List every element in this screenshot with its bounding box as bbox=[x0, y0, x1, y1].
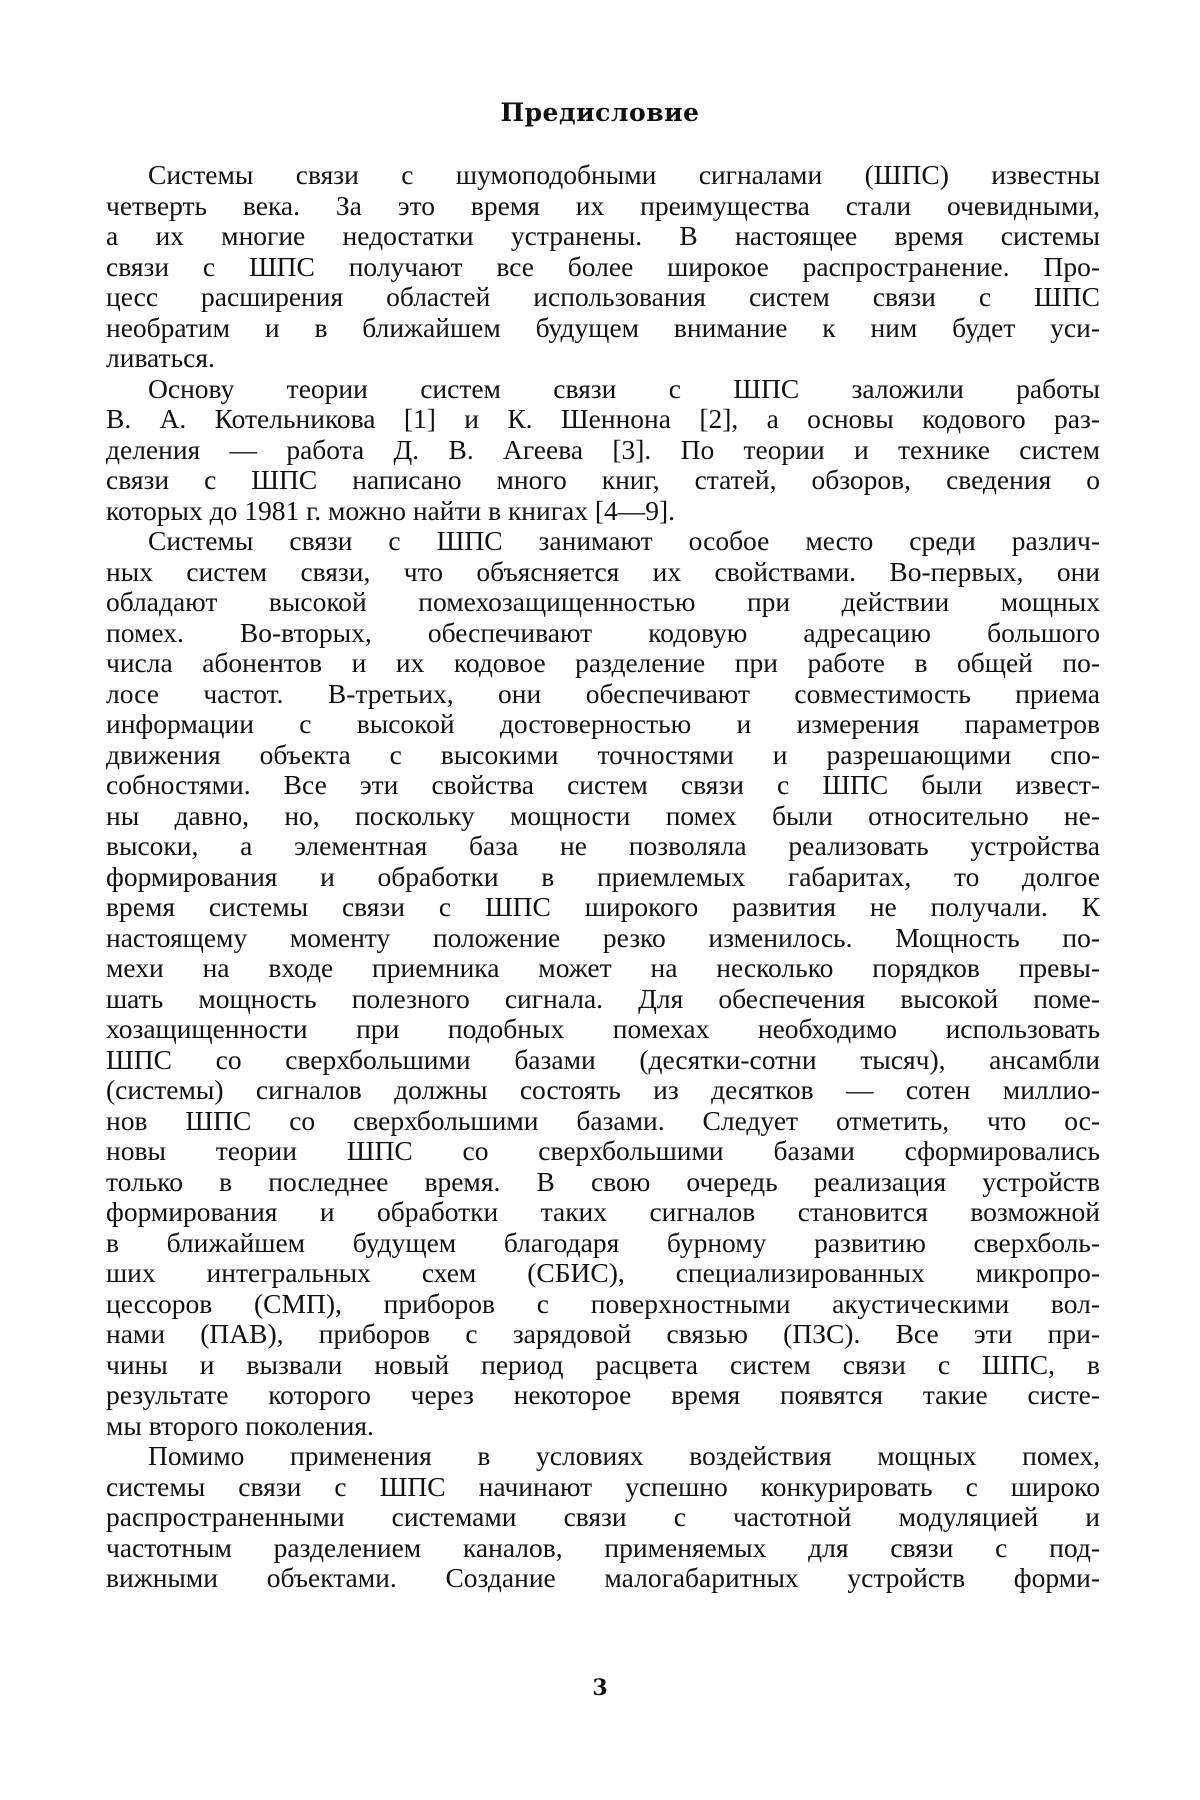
text-line: мехи на входе приемника может на несколько порядков превы- bbox=[106, 953, 1100, 984]
text-line: (системы) сигналов должны состоять из десятков — сотен миллио- bbox=[106, 1075, 1100, 1106]
text-line: новы теории ШПС со сверхбольшими базами сформировались bbox=[106, 1136, 1100, 1167]
text-line: чины и вызвали новый период расцвета систем связи с ШПС, в bbox=[106, 1350, 1100, 1381]
text-line: настоящему моменту положение резко изменилось. Мощность по- bbox=[106, 923, 1100, 954]
text-line: ны давно, но, поскольку мощности помех были относительно не- bbox=[106, 801, 1100, 832]
page-title: Предисловие bbox=[0, 98, 1200, 127]
text-line: цессоров (СМП), приборов с поверхностными акустическими вол- bbox=[106, 1289, 1100, 1320]
text-line: цесс расширения областей использования систем связи с ШПС bbox=[106, 282, 1100, 313]
text-line: хозащищенности при подобных помехах необходимо использовать bbox=[106, 1014, 1100, 1045]
text-line: которых до 1981 г. можно найти в книгах [4—9]. bbox=[106, 496, 1100, 527]
text-line: В. А. Котельникова [1] и К. Шеннона [2], а основы кодового раз- bbox=[106, 404, 1100, 435]
text-line: время системы связи с ШПС широкого развития не получали. К bbox=[106, 892, 1100, 923]
text-line: собностями. Все эти свойства систем связи с ШПС были извест- bbox=[106, 770, 1100, 801]
text-line: числа абонентов и их кодовое разделение при работе в общей по- bbox=[106, 648, 1100, 679]
text-line: Системы связи с шумоподобными сигналами (ШПС) известны bbox=[106, 160, 1100, 191]
text-line: нов ШПС со сверхбольшими базами. Следует отметить, что ос- bbox=[106, 1106, 1100, 1137]
text-line: частотным разделением каналов, применяемых для связи с под- bbox=[106, 1533, 1100, 1564]
text-line: обладают высокой помехозащищенностью при действии мощных bbox=[106, 587, 1100, 618]
text-line: ных систем связи, что объясняется их свойствами. Во-первых, они bbox=[106, 557, 1100, 588]
text-line: а их многие недостатки устранены. В настоящее время системы bbox=[106, 221, 1100, 252]
text-line: ливаться. bbox=[106, 343, 1100, 374]
text-line: мы второго поколения. bbox=[106, 1411, 1100, 1442]
text-line: формирования и обработки в приемлемых габаритах, то долгое bbox=[106, 862, 1100, 893]
page-number: 3 bbox=[0, 1675, 1200, 1701]
text-line: шать мощность полезного сигнала. Для обеспечения высокой поме- bbox=[106, 984, 1100, 1015]
text-line: четверть века. За это время их преимущества стали очевидными, bbox=[106, 191, 1100, 222]
text-line: ших интегральных схем (СБИС), специализированных микропро- bbox=[106, 1258, 1100, 1289]
text-line: Системы связи с ШПС занимают особое место среди различ- bbox=[106, 526, 1100, 557]
text-line: вижными объектами. Создание малогабаритных устройств форми- bbox=[106, 1563, 1100, 1594]
text-line: системы связи с ШПС начинают успешно конкурировать с широко bbox=[106, 1472, 1100, 1503]
text-line: необратим и в ближайшем будущем внимание к ним будет уси- bbox=[106, 313, 1100, 344]
text-line: результате которого через некоторое время появятся такие систе- bbox=[106, 1380, 1100, 1411]
text-line: лосе частот. В-третьих, они обеспечивают совместимость приема bbox=[106, 679, 1100, 710]
text-line: нами (ПАВ), приборов с зарядовой связью (ПЗС). Все эти при- bbox=[106, 1319, 1100, 1350]
text-line: движения объекта с высокими точностями и разрешающими спо- bbox=[106, 740, 1100, 771]
text-line: ШПС со сверхбольшими базами (десятки-сотни тысяч), ансамбли bbox=[106, 1045, 1100, 1076]
text-line: Основу теории систем связи с ШПС заложили работы bbox=[106, 374, 1100, 405]
text-line: информации с высокой достоверностью и измерения параметров bbox=[106, 709, 1100, 740]
text-line: высоки, а элементная база не позволяла реализовать устройства bbox=[106, 831, 1100, 862]
text-line: распространенными системами связи с частотной модуляцией и bbox=[106, 1502, 1100, 1533]
text-line: Помимо применения в условиях воздействия мощных помех, bbox=[106, 1441, 1100, 1472]
text-line: деления — работа Д. В. Агеева [3]. По теории и технике систем bbox=[106, 435, 1100, 466]
text-line: помех. Во-вторых, обеспечивают кодовую адресацию большого bbox=[106, 618, 1100, 649]
book-page bbox=[0, 0, 1200, 1800]
text-line: только в последнее время. В свою очередь реализация устройств bbox=[106, 1167, 1100, 1198]
text-line: формирования и обработки таких сигналов становится возможной bbox=[106, 1197, 1100, 1228]
text-line: связи с ШПС получают все более широкое распространение. Про- bbox=[106, 252, 1100, 283]
text-line: в ближайшем будущем благодаря бурному развитию сверхболь- bbox=[106, 1228, 1100, 1259]
text-line: связи с ШПС написано много книг, статей, обзоров, сведения о bbox=[106, 465, 1100, 496]
body-text bbox=[106, 160, 1100, 1594]
